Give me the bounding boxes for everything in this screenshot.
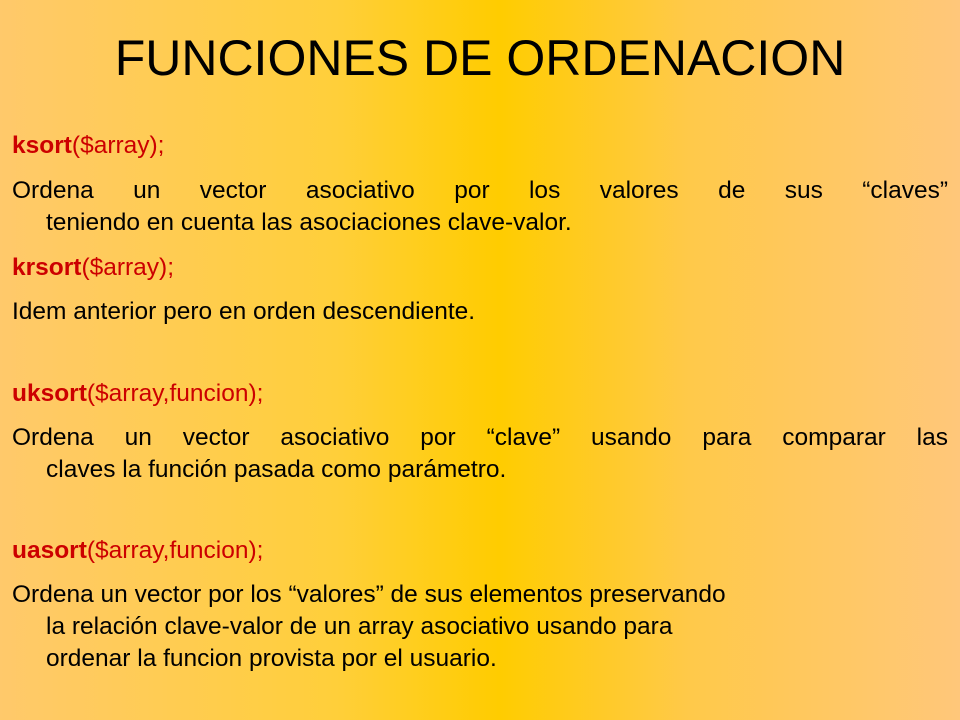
- function-args: ($array);: [81, 254, 175, 281]
- function-name: ksort: [12, 132, 72, 159]
- description-line: la relación clave-valor de un array asociativo usando para: [46, 613, 673, 640]
- function-signature-uasort: [12, 537, 263, 565]
- slide-title: FUNCIONES DE ORDENACION: [114, 30, 846, 86]
- function-signature-uksort: [12, 380, 263, 408]
- description-line: Ordena un vector por los “valores” de sus elementos preservando: [12, 581, 726, 608]
- description-line: claves la función pasada como parámetro.: [46, 456, 507, 483]
- function-args: ($array,funcion);: [86, 380, 264, 407]
- description-line: Ordena un vector asociativo por “clave” usando para comparar las: [12, 424, 948, 451]
- function-name: uksort: [12, 380, 87, 407]
- function-name: uasort: [12, 537, 87, 564]
- function-args: ($array,funcion);: [86, 537, 264, 564]
- description-line: ordenar la funcion provista por el usuario.: [46, 645, 497, 672]
- function-signature-ksort: [12, 132, 165, 160]
- description-line: Idem anterior pero en orden descendiente.: [12, 298, 476, 325]
- description-line: Ordena un vector asociativo por los valores de sus “claves”: [12, 177, 948, 204]
- function-name: krsort: [12, 254, 82, 281]
- description-line: teniendo en cuenta las asociaciones clave-valor.: [46, 209, 572, 236]
- function-signature-krsort: [12, 254, 174, 282]
- function-args: ($array);: [71, 132, 165, 159]
